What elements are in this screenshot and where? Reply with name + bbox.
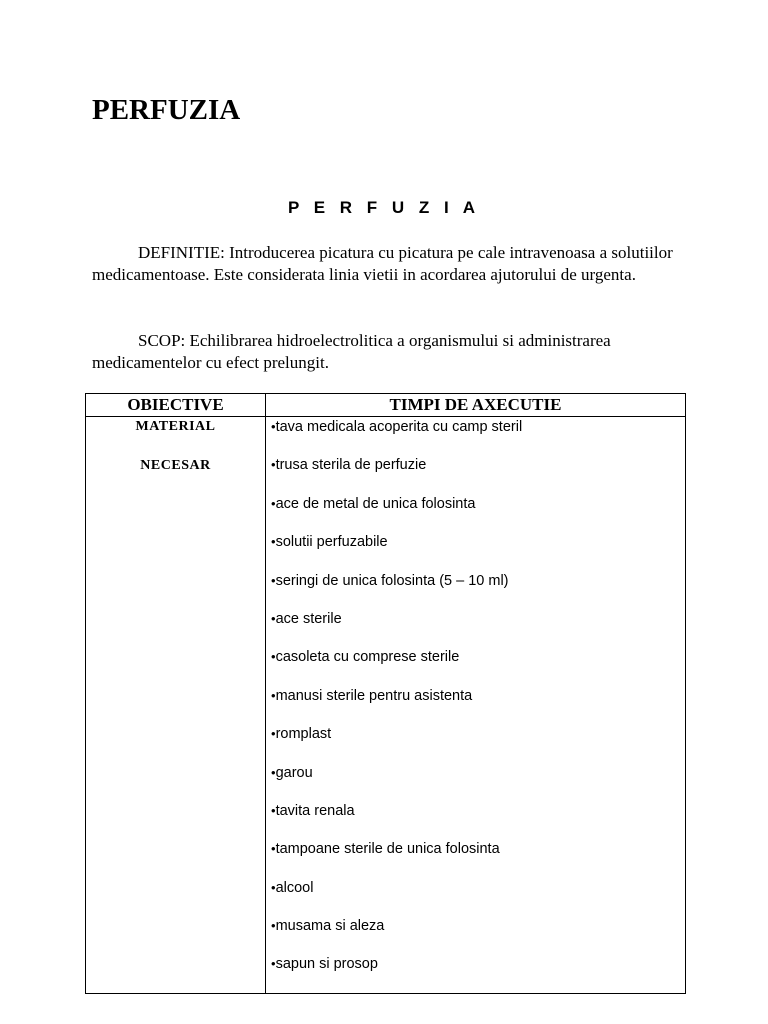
purpose-paragraph: SCOP: Echilibrarea hidroelectrolitica a organismului si administrarea medicamentelor cu efect prelungit. — [92, 331, 611, 372]
materials-list — [266, 417, 685, 993]
list-item-text: ace de metal de unica folosinta — [275, 495, 476, 512]
bullet-icon: • — [271, 726, 276, 742]
list-item — [271, 839, 685, 877]
list-item-text: tava medicala acoperita cu camp steril — [275, 419, 523, 435]
list-item — [271, 724, 685, 762]
bullet-icon: • — [271, 764, 276, 780]
bullet-icon: • — [271, 841, 276, 857]
list-item — [271, 455, 685, 493]
list-item-text: garou — [275, 764, 313, 781]
section-title: P E R F U Z I A — [287, 198, 481, 217]
list-item-text: tampoane sterile de unica folosinta — [275, 841, 500, 858]
header-objectives: OBIECTIVE — [86, 394, 266, 417]
bullet-icon: • — [271, 419, 276, 434]
list-item — [271, 878, 685, 916]
bullet-icon: • — [271, 649, 276, 665]
bullet-icon: • — [271, 572, 276, 588]
bullet-icon: • — [271, 687, 276, 703]
list-item-text: sapun si prosop — [275, 956, 378, 973]
list-item-text: musama si aleza — [275, 918, 385, 935]
list-item — [271, 417, 685, 455]
objective-line-necesar: NECESAR — [140, 458, 211, 473]
list-item-text: trusa sterila de perfuzie — [275, 457, 427, 474]
header-execution-steps: TIMPI DE AXECUTIE — [266, 394, 686, 417]
list-item — [271, 532, 685, 570]
bullet-icon: • — [271, 495, 276, 511]
objective-line-material: MATERIAL — [135, 419, 216, 434]
list-item-text: solutii perfuzabile — [275, 534, 388, 551]
bullet-icon: • — [271, 610, 276, 626]
bullet-icon: • — [271, 956, 276, 972]
list-item-text: romplast — [275, 726, 332, 743]
list-item — [271, 609, 685, 647]
bullet-icon: • — [271, 802, 276, 818]
list-item — [271, 763, 685, 801]
list-item-text: alcool — [275, 879, 314, 896]
list-item-text: ace sterile — [275, 610, 342, 627]
items-cell — [266, 417, 686, 994]
list-item — [271, 647, 685, 685]
list-item-text: tavita renala — [275, 802, 355, 819]
materials-table — [85, 393, 686, 994]
definition-paragraph: DEFINITIE: Introducerea picatura cu picatura pe cale intravenoasa a solutiilor medicamentoase. Este considerata linia vietii in acordarea ajutorului de urgenta. — [92, 243, 673, 284]
bullet-icon: • — [271, 918, 276, 934]
objective-cell — [86, 417, 266, 994]
list-item-text: manusi sterile pentru asistenta — [275, 687, 473, 704]
list-item — [271, 686, 685, 724]
bullet-icon: • — [271, 457, 276, 473]
list-item — [271, 916, 685, 954]
list-item — [271, 801, 685, 839]
table-row — [86, 417, 686, 994]
list-item — [271, 954, 685, 992]
table-header-row — [86, 394, 686, 417]
list-item — [271, 494, 685, 532]
list-item-text: casoleta cu comprese sterile — [275, 649, 460, 666]
bullet-icon: • — [271, 879, 276, 895]
list-item — [271, 571, 685, 609]
page-heading: PERFUZIA — [92, 94, 241, 126]
list-item-text: seringi de unica folosinta (5 – 10 ml) — [275, 572, 509, 589]
bullet-icon: • — [271, 534, 276, 550]
